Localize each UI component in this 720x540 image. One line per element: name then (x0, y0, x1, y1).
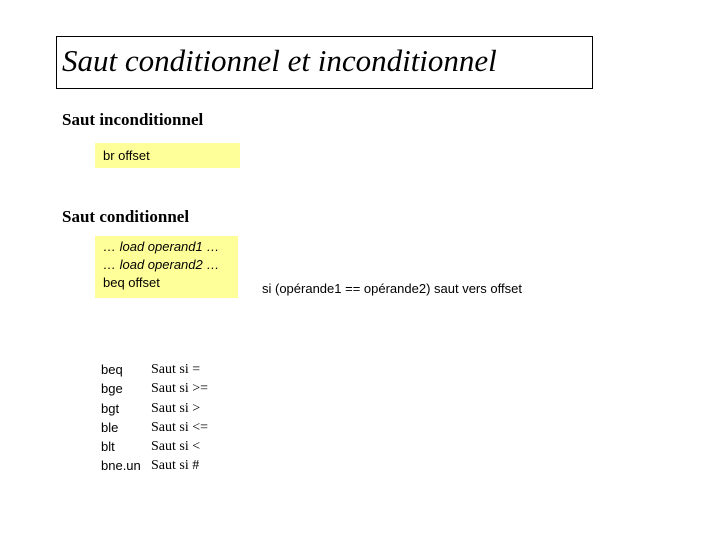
unconditional-heading: Saut inconditionnel (62, 110, 204, 129)
branch-desc: Saut si = (151, 362, 201, 377)
code-line: beq offset (103, 275, 160, 290)
branch-desc: Saut si <= (151, 419, 209, 435)
branch-row (101, 360, 301, 379)
branch-desc: Saut si < (151, 439, 201, 455)
code-line: br offset (103, 148, 150, 163)
branch-row (101, 399, 301, 418)
conditional-heading: Saut conditionnel (62, 207, 190, 226)
branch-op: bgt (101, 400, 120, 416)
branch-desc: Saut si # (151, 458, 200, 474)
slide-title-box (56, 36, 593, 89)
branch-row (101, 418, 301, 437)
branch-op: beq (101, 362, 123, 377)
code-line: … load operand1 … (103, 239, 220, 254)
conditional-code-box (95, 236, 238, 298)
slide-title: Saut conditionnel et inconditionnel (62, 43, 497, 78)
branch-table (101, 360, 301, 476)
branch-row (101, 379, 301, 398)
branch-op: blt (101, 439, 115, 455)
branch-row (101, 456, 301, 475)
branch-desc: Saut si >= (151, 381, 209, 397)
code-line: … load operand2 … (103, 257, 220, 272)
branch-row (101, 437, 301, 456)
unconditional-code-box (95, 143, 240, 168)
branch-op: bge (101, 381, 123, 397)
branch-desc: Saut si > (151, 400, 201, 416)
branch-op: bne.un (101, 458, 141, 474)
branch-op: ble (101, 419, 119, 435)
condition-note: si (opérande1 == opérande2) saut vers offset (262, 281, 522, 296)
